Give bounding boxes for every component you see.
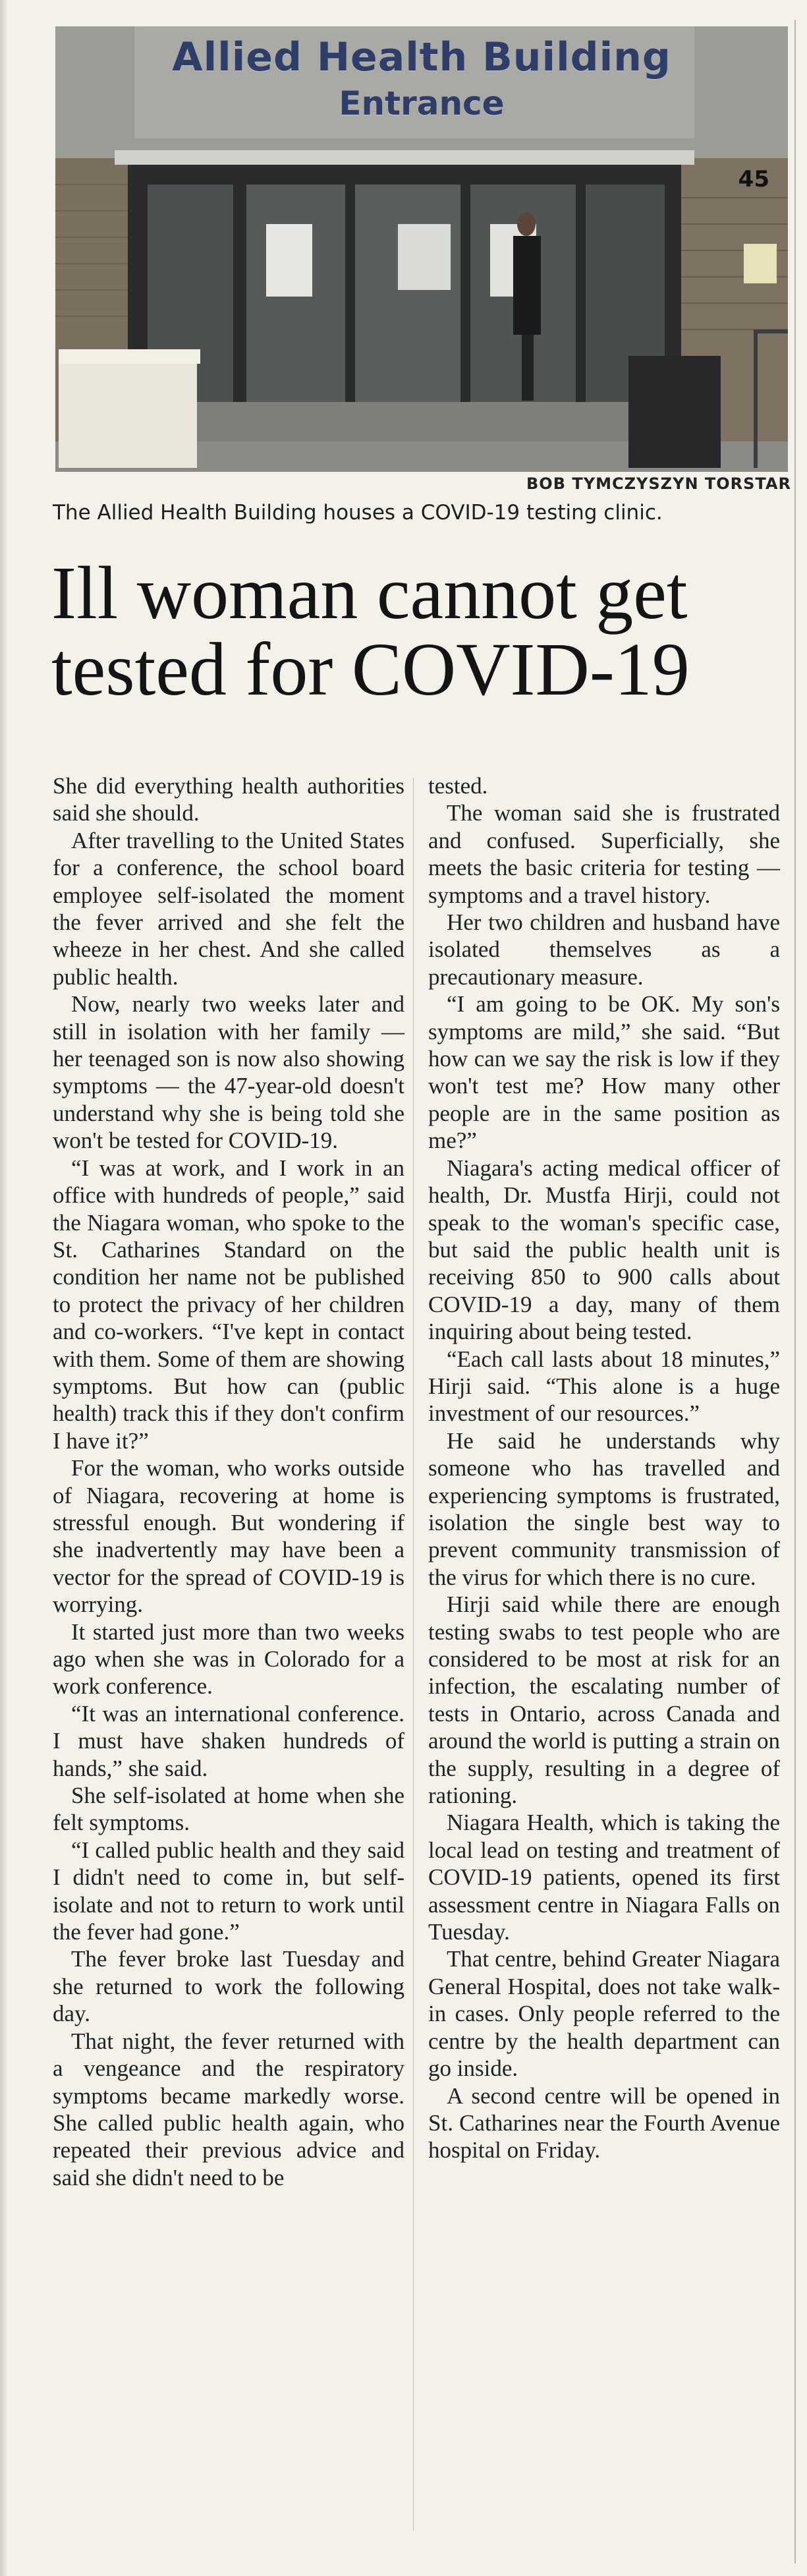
paragraph: “It was an international conference. I must have shaken hundreds of hands,” she said. xyxy=(53,1700,404,1781)
sign-subtitle: Entrance xyxy=(339,84,505,123)
paragraph: “I called public health and they said I didn't need to come in, but self-isolate and not to return to work until the fever had gone.” xyxy=(53,1837,404,1945)
paragraph: The fever broke last Tuesday and she returned to work the following day. xyxy=(53,1946,404,2027)
paragraph: For the woman, who works outside of Niagara, recovering at home is stressful enough. But wondering if she inadvertently may have been a vector for the spread of COVID-19 is worrying. xyxy=(53,1455,404,1618)
article-column-left xyxy=(53,772,404,2538)
building-entrance-photo xyxy=(55,26,788,472)
sign-title: Allied Health Building xyxy=(172,34,671,80)
paragraph: Hirji said while there are enough testing swabs to test people who are considered to be most at risk for an infection, the escalating number of tests in Ontario, across Canada and around the world is putting a strain on the supply, resulting in a degree of rationing. xyxy=(428,1591,780,1809)
headline: Ill woman cannot get tested for COVID-19 xyxy=(51,551,690,711)
paragraph: That night, the fever returned with a vengeance and the respiratory symptoms became markedly worse. She called public health again, who repeated their previous advice and said she didn't need to be xyxy=(53,2028,404,2190)
paragraph: Her two children and husband have isolated themselves as a precautionary measure. xyxy=(428,909,780,990)
paragraph: After travelling to the United States for a conference, the school board employee self-isolated the moment the fever arrived and she felt the wheeze in her chest. And she called public health. xyxy=(53,827,404,990)
paragraph: Niagara Health, which is taking the local lead on testing and treatment of COVID-19 patients, opened its first assessment centre in Niagara Falls on Tuesday. xyxy=(428,1810,780,1945)
photo-caption: The Allied Health Building houses a COVID-19 testing clinic. xyxy=(53,501,663,525)
paragraph: tested. xyxy=(428,773,488,799)
paragraph: Niagara's acting medical officer of health, Dr. Mustfa Hirji, could not speak to the woman's specific case, but said the public health unit is receiving 850 to 900 calls about COVID-19 a day, many of them inquiring about being tested. xyxy=(428,1155,780,1345)
paragraph: She did everything health authorities said she should. xyxy=(53,773,404,826)
paragraph: “I was at work, and I work in an office with hundreds of people,” said the Niagara woman, who spoke to the St. Catharines Standard on the condition her name not be published to protect the privacy of her children and co-workers. “I've kept in contact with them. Some of them are showing symptoms. But how can (public health) track this if they don't confirm I have it?” xyxy=(53,1155,404,1454)
photo-credit: BOB TYMCZYSZYN TORSTAR xyxy=(526,474,791,493)
door-number: 45 xyxy=(738,166,769,192)
page-edge-rule xyxy=(794,20,796,2563)
paragraph: He said he understands why someone who has travelled and experiencing symptoms is frustrated, isolation the single best way to prevent community transmission of the virus for which there is no cure. xyxy=(428,1427,780,1590)
paragraph: She self-isolated at home when she felt symptoms. xyxy=(53,1783,404,1836)
article-column-right xyxy=(428,772,780,2538)
paragraph: “Each call lasts about 18 minutes,” Hirji said. “This alone is a huge investment of our resources.” xyxy=(428,1346,780,1427)
paragraph: It started just more than two weeks ago when she was in Colorado for a work conference. xyxy=(53,1618,404,1700)
paragraph: “I am going to be OK. My son's symptoms are mild,” she said. “But how can we say the risk is low if they won't test me? How many other people are in the same position as me?” xyxy=(428,991,780,1154)
paragraph: A second centre will be opened in St. Catharines near the Fourth Avenue hospital on Friday. xyxy=(428,2082,780,2163)
paragraph: Now, nearly two weeks later and still in isolation with her family — her teenaged son is now also showing symptoms — the 47-year-old doesn't understand why she is being told she won't be tested for COVID-19. xyxy=(53,991,404,1154)
paragraph: The woman said she is frustrated and confused. Superficially, she meets the basic criteria for testing — symptoms and a travel history. xyxy=(428,800,780,908)
paragraph: That centre, behind Greater Niagara General Hospital, does not take walk-in cases. Only people referred to the centre by the health department can go inside. xyxy=(428,1946,780,2082)
column-divider xyxy=(413,778,414,2531)
